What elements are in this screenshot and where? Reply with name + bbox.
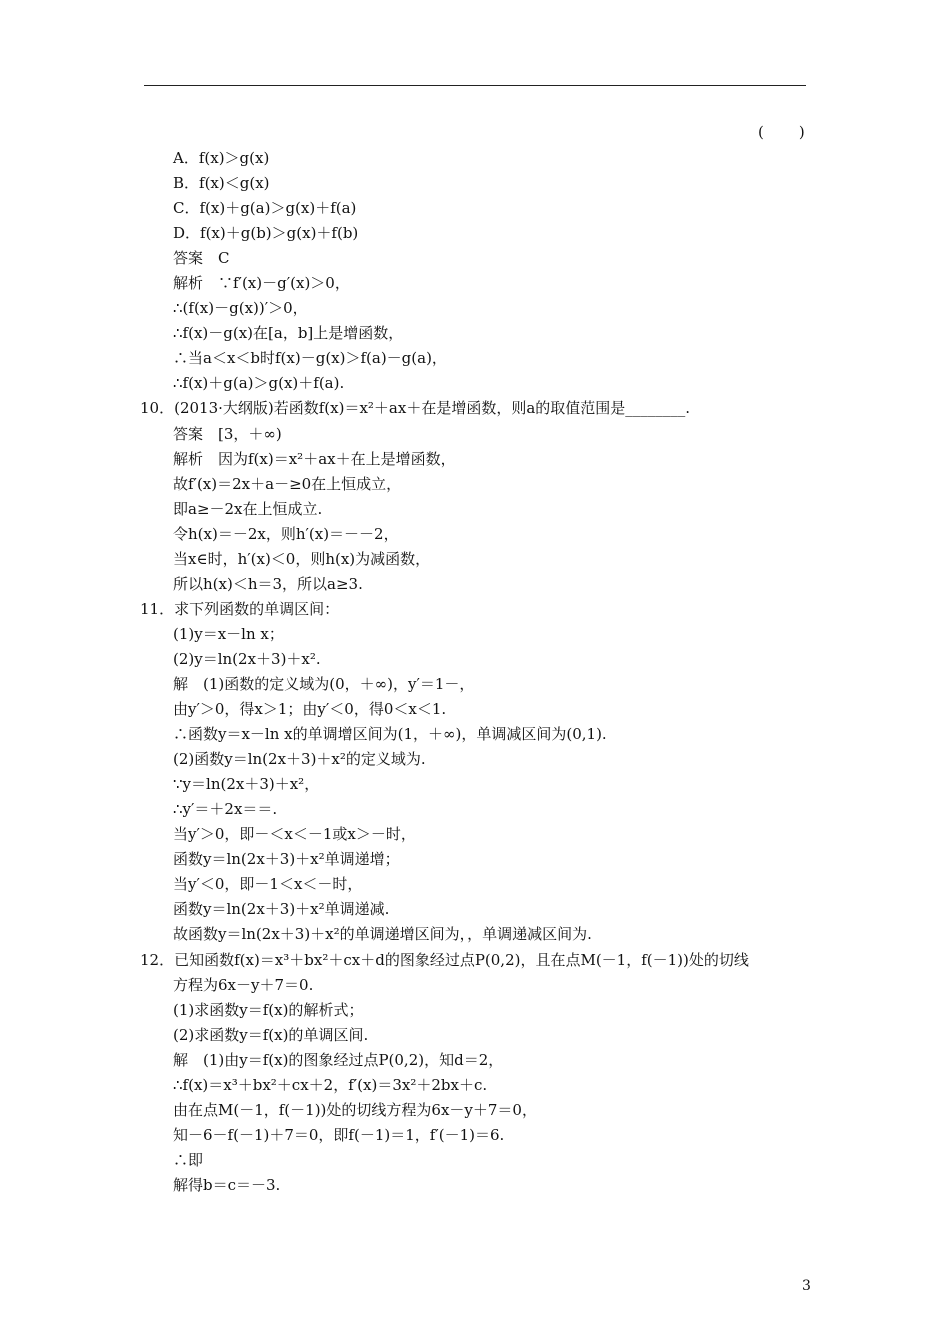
text-line: ∴f(x)＋g(a)＞g(x)＋f(a). — [173, 374, 345, 393]
text-line: 解 (1)函数的定义域为(0，＋∞)，y′＝1－， — [173, 674, 475, 693]
text-line: 11．求下列函数的单调区间： — [140, 599, 340, 618]
text-line: ∴f(x)－g(x)在[a，b]上是增函数， — [173, 324, 404, 343]
text-line: 解析 ∵f′(x)－g′(x)＞0， — [173, 274, 350, 293]
text-line: 故f′(x)＝2x＋a－≥0在上恒成立， — [173, 474, 402, 493]
text-line: (2)y＝ln(2x＋3)＋x². — [173, 649, 321, 668]
text-line: 由在点M(－1，f(－1))处的切线方程为6x－y＋7＝0， — [173, 1100, 537, 1119]
text-line: (2)求函数y＝f(x)的单调区间. — [173, 1025, 369, 1044]
text-line: ∴函数y＝x－ln x的单调增区间为(1，＋∞)，单调减区间为(0,1). — [173, 725, 607, 744]
text-line: 当y′＞0，即－＜x＜－1或x＞－时， — [173, 825, 416, 844]
text-line: A．f(x)＞g(x) — [173, 149, 270, 167]
text-line: ∴即 — [173, 1150, 204, 1169]
text-line: ∴f(x)＝x³＋bx²＋cx＋2，f′(x)＝3x²＋2bx＋c. — [173, 1075, 488, 1094]
text-line: 知－6－f(－1)＋7＝0，即f(－1)＝1，f′(－1)＝6. — [173, 1125, 505, 1144]
text-line: 方程为6x－y＋7＝0. — [173, 975, 314, 994]
answer-bracket: ( ) — [758, 123, 815, 141]
text-line: (1)y＝x－ln x； — [173, 624, 284, 643]
text-line: ∴y′＝＋2x＝＝. — [173, 800, 278, 819]
text-line: ∴(f(x)－g(x))′＞0， — [173, 299, 308, 318]
text-line: 令h(x)＝－2x，则h′(x)＝－－2， — [173, 524, 399, 543]
text-line: 解 (1)由y＝f(x)的图象经过点P(0,2)，知d＝2， — [173, 1050, 504, 1069]
text-line: ∴当a＜x＜b时f(x)－g(x)＞f(a)－g(a)， — [173, 349, 447, 368]
header-rule — [144, 85, 806, 86]
document-body — [140, 146, 820, 1198]
text-line: ∵y＝ln(2x＋3)＋x²， — [173, 775, 320, 794]
text-line: 当y′＜0，即－1＜x＜－时， — [173, 875, 363, 894]
text-line: 解析 因为f(x)＝x²＋ax＋在上是增函数， — [173, 449, 456, 468]
text-line: 解得b＝c＝－3. — [173, 1175, 281, 1194]
text-line: 所以h(x)＜h＝3，所以a≥3. — [173, 574, 363, 593]
text-line: 答案 [3，＋∞) — [173, 424, 282, 443]
text-line: 答案 C — [173, 249, 230, 268]
text-line: 函数y＝ln(2x＋3)＋x²单调递增； — [173, 850, 400, 869]
text-line: B．f(x)＜g(x) — [173, 174, 270, 193]
text-line: 即a≥－2x在上恒成立. — [173, 499, 323, 518]
text-line: 故函数y＝ln(2x＋3)＋x²的单调递增区间为，，单调递减区间为. — [173, 925, 592, 944]
text-line: C．f(x)＋g(a)＞g(x)＋f(a) — [173, 199, 357, 218]
text-line: (2)函数y＝ln(2x＋3)＋x²的定义域为. — [173, 750, 426, 769]
text-line: 12．已知函数f(x)＝x³＋bx²＋cx＋d的图象经过点P(0,2)，且在点M(－1，f(－1))处的切线 — [140, 950, 749, 969]
text-line: 10．(2013·大纲版)若函数f(x)＝x²＋ax＋在是增函数，则a的取值范围是________. — [140, 399, 691, 418]
text-line: D．f(x)＋g(b)＞g(x)＋f(b) — [173, 224, 359, 243]
page-number: 3 — [802, 1278, 811, 1294]
text-line: 当x∈时，h′(x)＜0，则h(x)为减函数， — [173, 549, 431, 568]
text-line: 由y′＞0，得x＞1；由y′＜0，得0＜x＜1. — [173, 700, 447, 719]
text-line: (1)求函数y＝f(x)的解析式； — [173, 1000, 364, 1019]
text-line: 函数y＝ln(2x＋3)＋x²单调递减. — [173, 900, 390, 919]
